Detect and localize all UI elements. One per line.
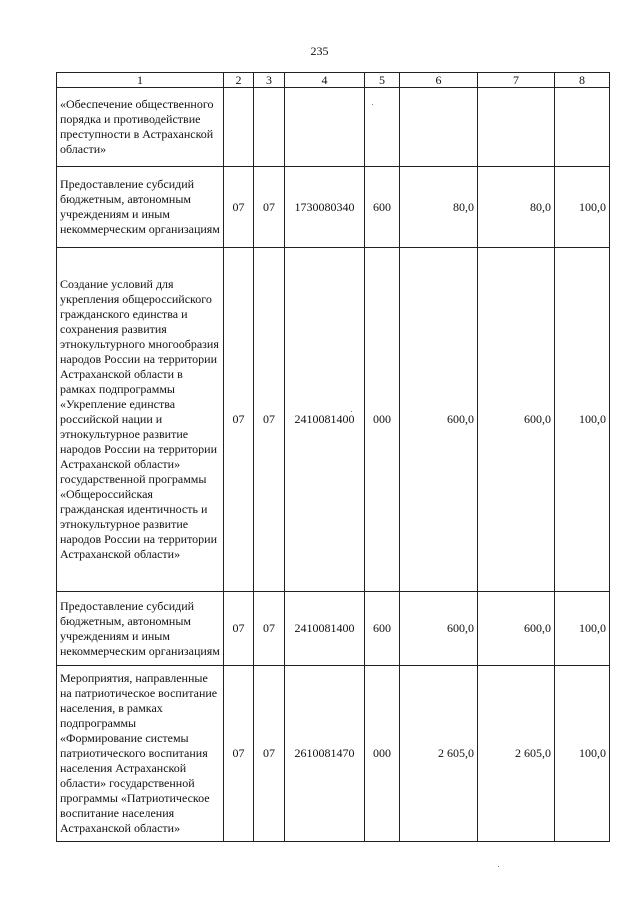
table-row bbox=[57, 248, 610, 592]
page-number: 235 bbox=[310, 44, 329, 58]
planned-amount-cell: 600,0 bbox=[400, 592, 478, 666]
planned-amount-cell: 80,0 bbox=[400, 167, 478, 248]
column-header: 1 bbox=[57, 73, 224, 88]
subsection-cell: 07 bbox=[254, 248, 285, 592]
expense-type-cell: 000 bbox=[365, 248, 400, 592]
column-header: 3 bbox=[254, 73, 285, 88]
target-article-cell: 2410081400 bbox=[285, 592, 365, 666]
execution-percent-cell: 100,0 bbox=[555, 592, 610, 666]
expense-type-cell: 600 bbox=[365, 592, 400, 666]
expense-type-cell bbox=[365, 88, 400, 167]
section-cell: 07 bbox=[224, 592, 254, 666]
target-article-cell: 2610081470 bbox=[285, 666, 365, 842]
subsection-cell: 07 bbox=[254, 167, 285, 248]
section-cell: 07 bbox=[224, 167, 254, 248]
section-cell: 07 bbox=[224, 248, 254, 592]
table-row bbox=[57, 88, 610, 167]
row-name-cell: Предоставление субсидий бюджетным, автономным учреждениям и иным некоммерческим организациям bbox=[57, 167, 224, 248]
subsection-cell: 07 bbox=[254, 592, 285, 666]
planned-amount-cell: 600,0 bbox=[400, 248, 478, 592]
target-article-cell: 1730080340 bbox=[285, 167, 365, 248]
expense-type-cell: 000 bbox=[365, 666, 400, 842]
section-cell: 07 bbox=[224, 666, 254, 842]
target-article-cell bbox=[285, 88, 365, 167]
executed-amount-cell: 80,0 bbox=[478, 167, 555, 248]
column-header: 8 bbox=[555, 73, 610, 88]
execution-percent-cell bbox=[555, 88, 610, 167]
execution-percent-cell: 100,0 bbox=[555, 666, 610, 842]
row-name-cell: Предоставление субсидий бюджетным, автономным учреждениям и иным некоммерческим организациям bbox=[57, 592, 224, 666]
execution-percent-cell: 100,0 bbox=[555, 248, 610, 592]
column-header: 4 bbox=[285, 73, 365, 88]
scan-speck bbox=[372, 104, 373, 105]
executed-amount-cell: 600,0 bbox=[478, 248, 555, 592]
column-header: 2 bbox=[224, 73, 254, 88]
scan-speck bbox=[351, 411, 352, 412]
row-name-cell: Мероприятия, направленные на патриотическое воспитание населения, в рамках подпрограммы «Формирование системы патриотического воспитания населения Астраханской области» государственной программы «Патриотическое воспитание населения Астраханской области» bbox=[57, 666, 224, 842]
row-name-cell: Создание условий для укрепления общероссийского гражданского единства и сохранения развития этнокультурного многообразия народов России на территории Астраханской области в рамках подпрограммы «Укрепление единства российской нации и этнокультурное развитие народов России на территории Астраханской области» государственной программы «Общероссийская гражданская идентичность и этнокультурное развитие народов России на территории Астраханской области» bbox=[57, 248, 224, 592]
executed-amount-cell bbox=[478, 88, 555, 167]
table-row bbox=[57, 592, 610, 666]
column-header: 6 bbox=[400, 73, 478, 88]
execution-percent-cell: 100,0 bbox=[555, 167, 610, 248]
executed-amount-cell: 600,0 bbox=[478, 592, 555, 666]
budget-table bbox=[56, 72, 610, 842]
subsection-cell bbox=[254, 88, 285, 167]
column-header: 5 bbox=[365, 73, 400, 88]
target-article-cell: 2410081400 bbox=[285, 248, 365, 592]
row-name-cell: «Обеспечение общественного порядка и противодействие преступности в Астраханской области» bbox=[57, 88, 224, 167]
scan-speck bbox=[498, 866, 499, 867]
subsection-cell: 07 bbox=[254, 666, 285, 842]
planned-amount-cell bbox=[400, 88, 478, 167]
section-cell bbox=[224, 88, 254, 167]
expense-type-cell: 600 bbox=[365, 167, 400, 248]
table-header-row bbox=[57, 73, 610, 88]
column-header: 7 bbox=[478, 73, 555, 88]
planned-amount-cell: 2 605,0 bbox=[400, 666, 478, 842]
table-row bbox=[57, 167, 610, 248]
executed-amount-cell: 2 605,0 bbox=[478, 666, 555, 842]
table-row bbox=[57, 666, 610, 842]
